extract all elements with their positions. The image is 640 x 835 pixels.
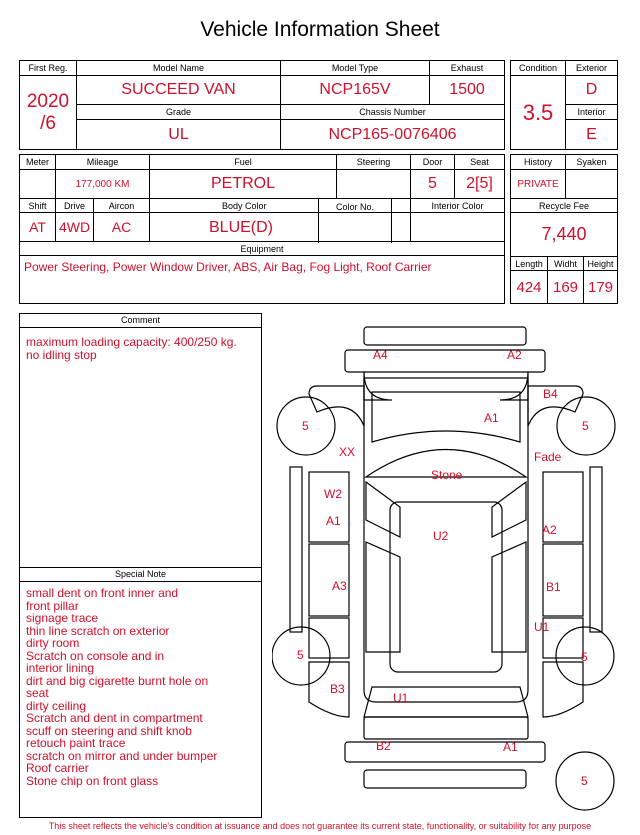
mark-u1-rear: U1 bbox=[393, 691, 409, 705]
main-info-table bbox=[19, 60, 505, 150]
specs-table bbox=[19, 154, 505, 304]
shift-value: AT bbox=[20, 213, 56, 242]
history-label: History bbox=[511, 155, 566, 170]
right-step bbox=[590, 467, 602, 632]
height-value: 179 bbox=[584, 271, 618, 304]
history-value: PRIVATE bbox=[511, 170, 566, 199]
left-front-door bbox=[309, 472, 349, 542]
drive-label: Drive bbox=[56, 199, 94, 213]
aircon-label: Aircon bbox=[94, 199, 150, 213]
color-no-label: Color No. bbox=[335, 202, 374, 212]
mileage-value: 177,000 KM bbox=[56, 170, 150, 199]
length-label: Length bbox=[511, 257, 548, 271]
mark-b3: B3 bbox=[330, 682, 345, 696]
model-name-label: Model Name bbox=[77, 61, 281, 76]
first-reg-label: First Reg. bbox=[20, 61, 77, 76]
steering-label: Steering bbox=[337, 155, 411, 170]
tyre-rear-right-value: 5 bbox=[581, 650, 588, 664]
right-front-glass bbox=[492, 482, 526, 537]
mark-a2-top: A2 bbox=[507, 348, 522, 362]
vehicle-diagram bbox=[272, 322, 620, 818]
comment-text: maximum loading capacity: 400/250 kg. no idling stop bbox=[26, 335, 237, 362]
model-type-label: Model Type bbox=[281, 61, 430, 76]
front-left-fender bbox=[309, 386, 364, 426]
right-rear-glass bbox=[492, 542, 526, 652]
body-color-label: Body Color bbox=[150, 199, 411, 213]
mark-a1-left: A1 bbox=[326, 514, 341, 528]
interior-value: E bbox=[566, 120, 618, 150]
mark-b4: B4 bbox=[543, 387, 558, 401]
equipment-label: Equipment bbox=[20, 242, 505, 256]
exhaust-value: 1500 bbox=[430, 76, 505, 105]
equipment-value: Power Steering, Power Window Driver, ABS, Air Bag, Fog Light, Roof Carrier bbox=[20, 256, 505, 304]
special-note-box bbox=[19, 567, 262, 818]
drive-value: 4WD bbox=[56, 213, 94, 242]
page-title: Vehicle Information Sheet bbox=[200, 18, 440, 41]
width-value: 169 bbox=[548, 271, 584, 304]
first-reg-year: 2020 bbox=[26, 90, 70, 112]
left-rear-glass bbox=[366, 542, 400, 652]
mark-a2-right: A2 bbox=[542, 523, 557, 537]
body-color-value bbox=[150, 213, 411, 242]
mark-w2: W2 bbox=[324, 487, 342, 501]
mark-u1-right: U1 bbox=[534, 620, 550, 634]
grade-label: Grade bbox=[77, 105, 281, 120]
seat-value: 2[5] bbox=[455, 170, 505, 199]
interior-label: Interior bbox=[566, 105, 618, 120]
comment-label: Comment bbox=[20, 314, 261, 328]
recycle-fee-label: Recycle Fee bbox=[511, 199, 618, 213]
mileage-label: Mileage bbox=[56, 155, 150, 170]
door-label: Door bbox=[411, 155, 455, 170]
left-quarter bbox=[309, 618, 349, 658]
syaken-label: Syaken bbox=[566, 155, 618, 170]
mark-b1: B1 bbox=[546, 580, 561, 594]
mark-xx: XX bbox=[339, 445, 356, 459]
right-headlight bbox=[500, 372, 528, 400]
fuel-label: Fuel bbox=[150, 155, 337, 170]
recycle-fee-value: 7,440 bbox=[511, 213, 618, 257]
left-headlight bbox=[364, 372, 392, 400]
mark-u2: U2 bbox=[433, 529, 449, 543]
tyre-spare-value: 5 bbox=[581, 774, 588, 788]
mark-a4: A4 bbox=[373, 348, 388, 362]
syaken-value bbox=[566, 170, 618, 199]
history-table bbox=[510, 154, 618, 199]
tyre-rear-left-value: 5 bbox=[297, 648, 304, 662]
condition-table bbox=[510, 60, 618, 150]
disclaimer-footer: This sheet reflects the vehicle's condition at issuance and does not guarantee its current state, functionality, or suitability for any purpose bbox=[48, 821, 592, 831]
meter-value bbox=[20, 170, 56, 199]
color-no-divider bbox=[318, 199, 319, 243]
condition-label: Condition bbox=[511, 61, 566, 76]
tyre-front-left-value: 5 bbox=[302, 419, 309, 433]
meter-label: Meter bbox=[20, 155, 56, 170]
comment-box bbox=[19, 313, 262, 568]
first-reg-month: /6 bbox=[40, 112, 56, 134]
interior-color-value bbox=[411, 213, 505, 242]
shift-label: Shift bbox=[20, 199, 56, 213]
mark-a3: A3 bbox=[332, 579, 347, 593]
exterior-label: Exterior bbox=[566, 61, 618, 76]
grade-value: UL bbox=[77, 120, 281, 150]
left-step bbox=[290, 467, 302, 632]
mark-fade: Fade bbox=[534, 450, 562, 464]
tyre-front-right-value: 5 bbox=[582, 419, 589, 433]
rear-gate bbox=[364, 717, 528, 739]
condition-value: 3.5 bbox=[511, 76, 566, 150]
first-reg-value bbox=[20, 76, 77, 150]
mark-a1-rear: A1 bbox=[503, 740, 518, 754]
length-value: 424 bbox=[511, 271, 548, 304]
fuel-value: PETROL bbox=[150, 170, 337, 199]
chassis-value: NCP165-0076406 bbox=[281, 120, 505, 150]
width-label: Widht bbox=[548, 257, 584, 271]
mark-stone: Stone bbox=[431, 468, 463, 482]
model-name-value: SUCCEED VAN bbox=[77, 76, 281, 105]
seat-label: Seat bbox=[455, 155, 505, 170]
steering-value bbox=[337, 170, 411, 199]
exhaust-label: Exhaust bbox=[430, 61, 505, 76]
roof-rear-panel bbox=[364, 770, 526, 788]
color-no-divider-right bbox=[391, 199, 392, 243]
interior-color-label: Interior Color bbox=[411, 199, 505, 213]
chassis-label: Chassis Number bbox=[281, 105, 505, 120]
model-type-value: NCP165V bbox=[281, 76, 430, 105]
mark-b2: B2 bbox=[376, 739, 391, 753]
recycle-table bbox=[510, 198, 618, 304]
roof bbox=[390, 502, 502, 672]
roof-front-panel bbox=[364, 327, 526, 345]
door-value: 5 bbox=[411, 170, 455, 199]
left-front-glass bbox=[366, 482, 400, 537]
body-color-text: BLUE(D) bbox=[209, 219, 274, 236]
mark-a1-hood: A1 bbox=[484, 411, 499, 425]
rear-right-fender bbox=[543, 662, 583, 717]
special-note-label: Special Note bbox=[20, 568, 261, 582]
exterior-value: D bbox=[566, 76, 618, 105]
special-note-text: small dent on front inner and front pillar signage trace thin line scratch on exterior dirty room Scratch on console and in interior lining dirt and big cigarette burnt hole on seat dirty ceiling Scratch and dent in compartment scuff on steering and shift knob retouch paint trace scratch on mirror and under bumper Roof carrier Stone chip on front glass bbox=[26, 586, 218, 788]
height-label: Height bbox=[584, 257, 618, 271]
aircon-value: AC bbox=[94, 213, 150, 242]
